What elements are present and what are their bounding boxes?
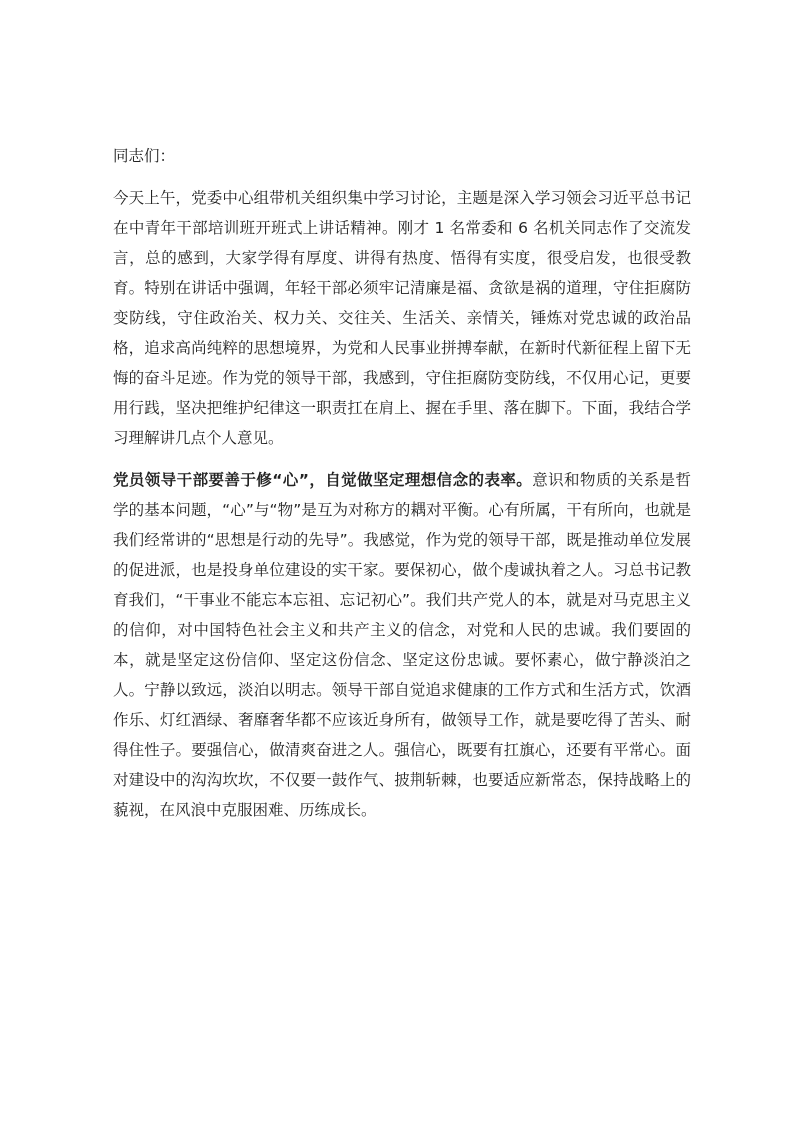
paragraph-intro: 今天上午，党委中心组带机关组织集中学习讨论，主题是深入学习领会习近平总书记在中青年干部培训班开班式上讲话精神。刚才 1 名常委和 6 名机关同志作了交流发言，总的感到，大家学得有厚度、讲得有热度、悟得有实度，很受启发，也很受教育。特别在讲话中强调，年轻干部必须牢记清廉是福、贪欲是祸的道理，守住拒腐防变防线，守住政治关、权力关、交往关、生活关、亲情关，锤炼对党忠诚的政治品格，追求高尚纯粹的思想境界，为党和人民事业拼搏奉献，在新时代新征程上留下无悔的奋斗足迹。作为党的领导干部，我感到，守住拒腐防变防线，不仅用心记，更要用行践，坚决把维护纪律这一职责扛在肩上、握在手里、落在脚下。下面，我结合学习理解讲几点个人意见。 [113,189,691,447]
document-body [113,142,691,825]
section-body: 意识和物质的关系是哲学的基本问题，“心”与“物”是互为对称方的耦对平衡。心有所属，干有所向，也就是我们经常讲的“思想是行动的先导”。我感觉，作为党的领导干部，既是推动单位发展的促进派，也是投身单位建设的实干家。要保初心，做个虔诚执着之人。习总书记教育我们，“干事业不能忘本忘祖、忘记初心”。我们共产党人的本，就是对马克思主义的信仰，对中国特色社会主义和共产主义的信念，对党和人民的忠诚。我们要固的本，就是坚定这份信仰、坚定这份信念、坚定这份忠诚。要怀素心，做宁静淡泊之人。宁静以致远，淡泊以明志。领导干部自觉追求健康的工作方式和生活方式，饮酒作乐、灯红酒绿、奢靡奢华都不应该近身所有，做领导工作，就是要吃得了苦头、耐得住性子。要强信心，做清爽奋进之人。强信心，既要有扛旗心，还要有平常心。面对建设中的沟沟坎坎，不仅要一鼓作气、披荆斩棘，也要适应新常态，保持战略上的藐视，在风浪中克服困难、历练成长。 [113,471,691,819]
paragraph-section-one [113,465,691,825]
greeting: 同志们： [113,147,176,165]
section-heading: 党员领导干部要善于修“心”，自觉做坚定理想信念的表率。 [113,471,533,489]
